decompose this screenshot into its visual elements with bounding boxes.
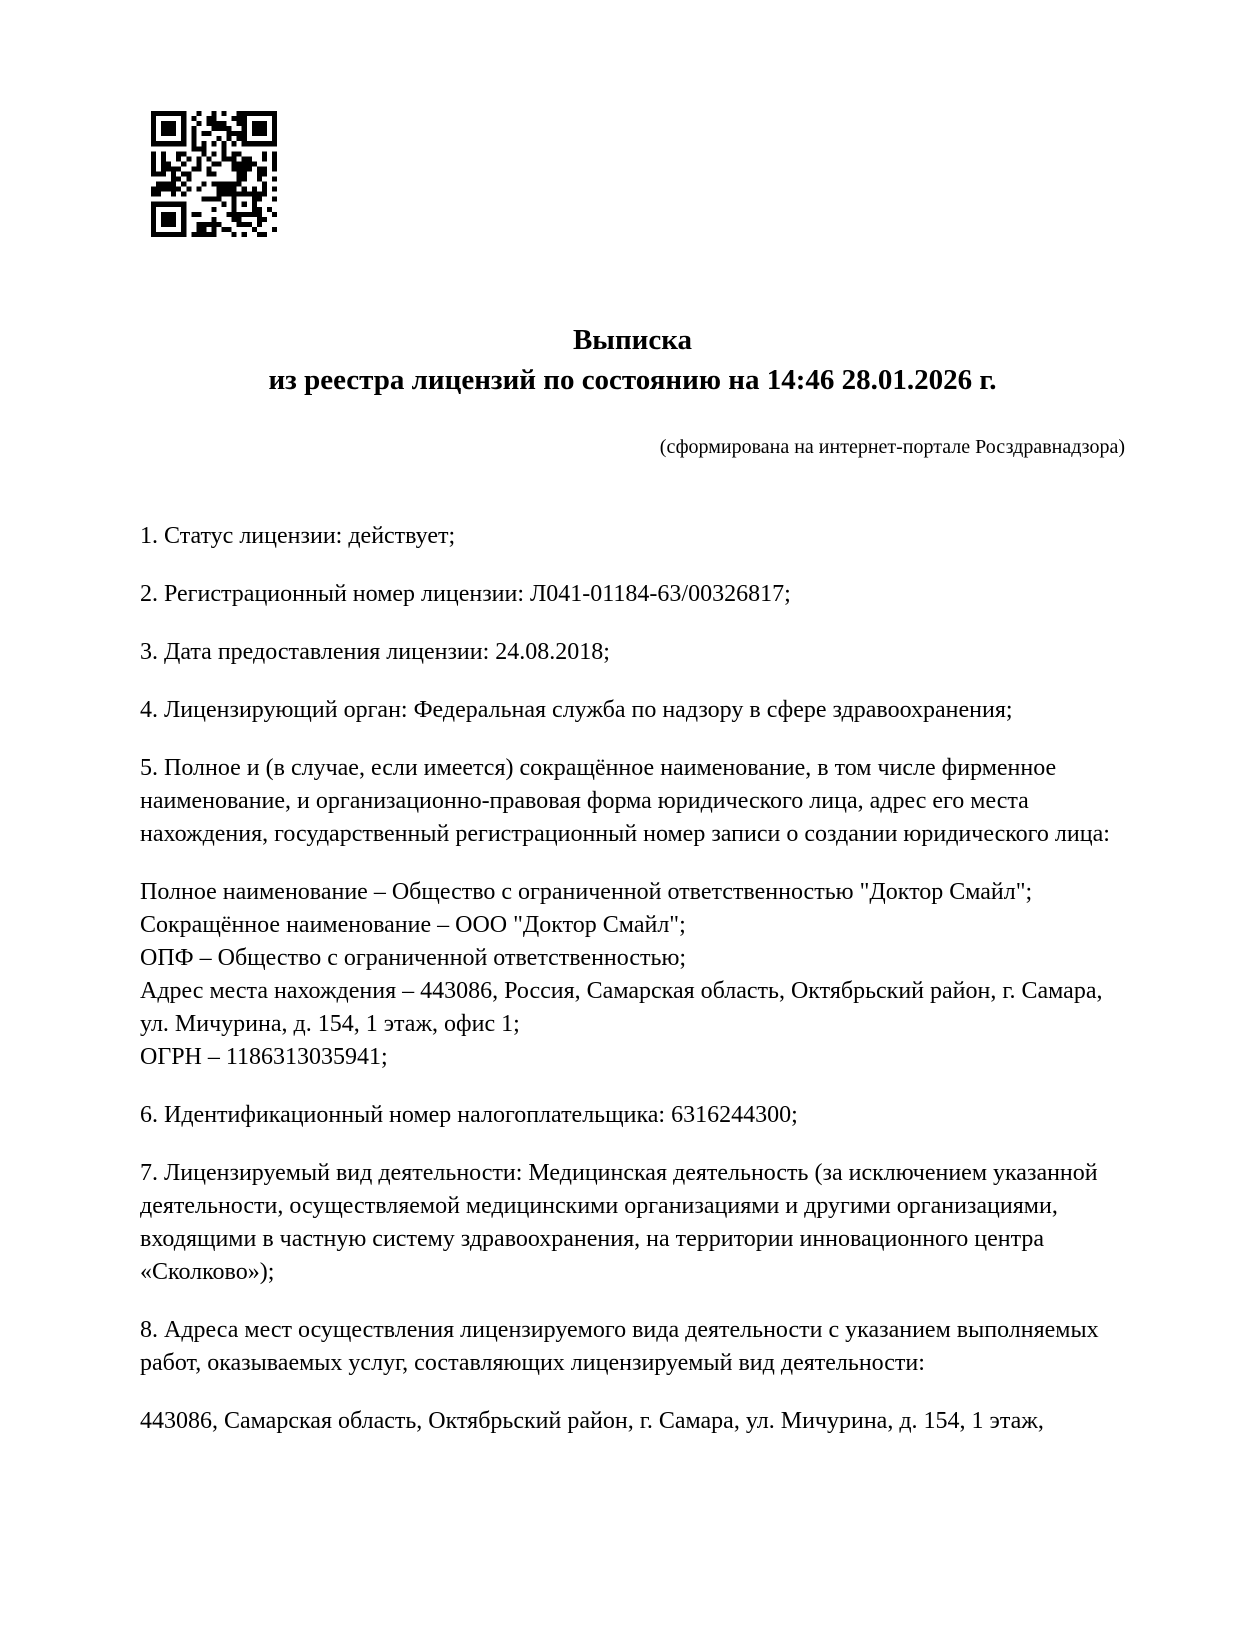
text-line: нахождения, государственный регистрационный номер записи о создании юридического лица: [140,821,1110,847]
text-line: ул. Мичурина, д. 154, 1 этаж, офис 1; [140,1011,520,1037]
text-line: работ, оказываемых услуг, составляющих лицензируемый вид деятельности: [140,1350,925,1376]
portal-note: (сформирована на интернет-портале Росздравнадзора) [659,436,1125,458]
paragraph [140,520,1125,553]
document-body [140,520,1125,1438]
paragraph [140,1405,1125,1438]
text-line: 443086, Самарская область, Октябрьский район, г. Самара, ул. Мичурина, д. 154, 1 этаж, [140,1408,1044,1434]
text-line: ОПФ – Общество с ограниченной ответственностью; [140,945,687,971]
text-line: 5. Полное и (в случае, если имеется) сокращённое наименование, в том числе фирменное [140,755,1057,781]
paragraph [140,578,1125,611]
text-line: 3. Дата предоставления лицензии: 24.08.2018; [140,639,610,665]
text-line: 6. Идентификационный номер налогоплательщика: 6316244300; [140,1102,798,1128]
text-line: 1. Статус лицензии: действует; [140,523,456,549]
text-line: ОГРН – 1186313035941; [140,1044,388,1070]
text-line: 2. Регистрационный номер лицензии: Л041-01184-63/00326817; [140,581,791,607]
text-line: наименование, и организационно-правовая форма юридического лица, адрес его места [140,788,1029,814]
document-title [140,320,1125,400]
paragraph [140,752,1125,851]
text-line: Сокращённое наименование – ООО "Доктор Смайл"; [140,912,686,938]
text-line: Адрес места нахождения – 443086, Россия, Самарская область, Октябрьский район, г. Самара, [140,978,1103,1004]
paragraph [140,1314,1125,1380]
text-line: 8. Адреса мест осуществления лицензируемого вида деятельности с указанием выполняемых [140,1317,1099,1343]
paragraph [140,694,1125,727]
paragraph [140,876,1125,1074]
text-line: Полное наименование – Общество с ограниченной ответственностью "Доктор Смайл"; [140,879,1033,905]
text-line: входящими в частную систему здравоохранения, на территории инновационного центра [140,1226,1045,1252]
paragraph [140,1157,1125,1289]
text-line: 7. Лицензируемый вид деятельности: Медицинская деятельность (за исключением указанной [140,1160,1098,1186]
text-line: 4. Лицензирующий орган: Федеральная служба по надзору в сфере здравоохранения; [140,697,1013,723]
text-line: деятельности, осуществляемой медицинскими организациями и другими организациями, [140,1193,1058,1219]
text-line: «Сколково»); [140,1259,275,1285]
title-line-1: Выписка [572,324,693,356]
title-line-2: из реестра лицензий по состоянию на 14:46 28.01.2026 г. [268,364,997,396]
paragraph [140,636,1125,669]
paragraph [140,1099,1125,1132]
license-extract-document [140,0,1125,1438]
